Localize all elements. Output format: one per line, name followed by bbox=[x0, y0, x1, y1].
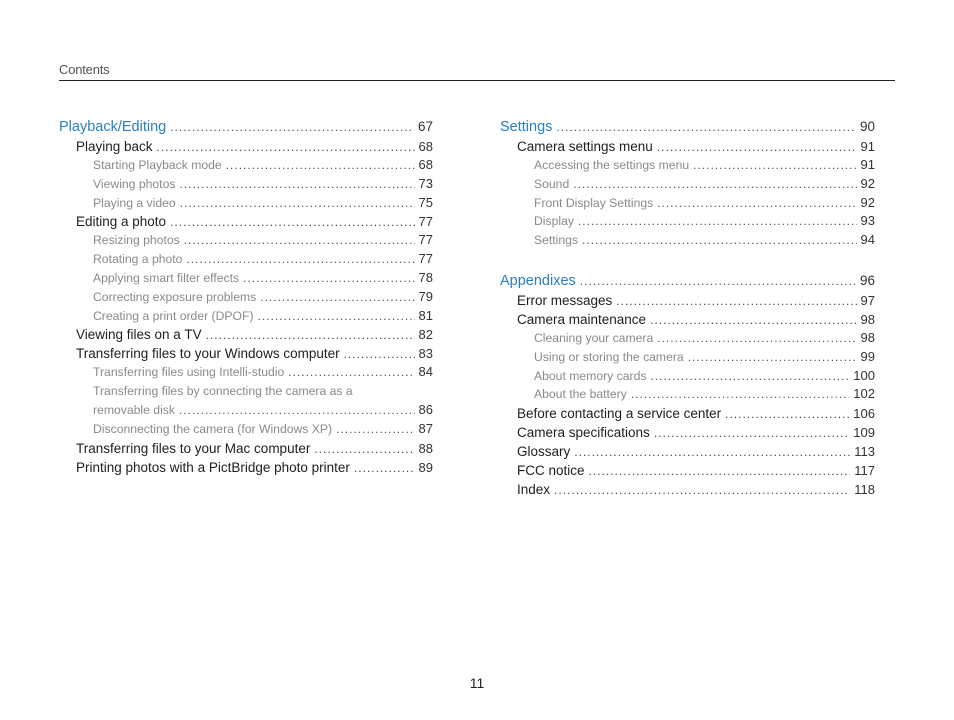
dot-leader bbox=[650, 367, 849, 386]
toc-entry-title: Glossary bbox=[517, 444, 571, 460]
dot-leader bbox=[180, 194, 415, 213]
dot-leader bbox=[226, 156, 415, 175]
toc-subentry-title: Front Display Settings bbox=[534, 195, 654, 210]
toc-page-number: 77 bbox=[418, 214, 433, 230]
dot-leader bbox=[354, 459, 415, 477]
toc-page-number: 75 bbox=[418, 194, 433, 210]
toc-subentry-title: Accessing the settings menu bbox=[534, 158, 690, 172]
dot-leader bbox=[616, 292, 856, 310]
toc-subentry-smart-filter-effects[interactable] bbox=[59, 269, 433, 288]
toc-section-appendixes[interactable] bbox=[500, 270, 875, 291]
toc-page-number: 87 bbox=[418, 420, 433, 436]
toc-subentry-title: Correcting exposure problems bbox=[93, 289, 257, 304]
toc-entry-error-messages[interactable] bbox=[500, 291, 875, 310]
dot-leader bbox=[654, 424, 849, 442]
toc-page-number: 118 bbox=[854, 482, 875, 498]
toc-entry-title: Editing a photo bbox=[76, 214, 167, 230]
dot-leader bbox=[657, 329, 856, 348]
toc-subentry-removable-disk-line1[interactable]: Transferring files by connecting the camera as a bbox=[93, 384, 353, 399]
toc-entry-glossary[interactable] bbox=[500, 442, 875, 461]
toc-page-number: 92 bbox=[860, 194, 875, 210]
dot-leader bbox=[179, 175, 414, 194]
dot-leader bbox=[574, 443, 850, 461]
dot-leader bbox=[344, 345, 415, 363]
toc-entry-camera-maintenance[interactable] bbox=[500, 310, 875, 329]
toc-entry-title: Before contacting a service center bbox=[517, 406, 722, 422]
toc-page-number: 102 bbox=[853, 386, 875, 402]
toc-page-number: 83 bbox=[418, 346, 433, 362]
toc-entry-title: Viewing files on a TV bbox=[76, 327, 202, 343]
toc-entry-title: Printing photos with a PictBridge photo printer bbox=[76, 459, 350, 475]
dot-leader bbox=[336, 420, 414, 439]
toc-subentry-rotating-a-photo[interactable] bbox=[59, 250, 433, 269]
toc-page-number: 88 bbox=[418, 440, 433, 456]
toc-subentry-title: Playing a video bbox=[93, 195, 176, 210]
toc-entry-title: Playing back bbox=[76, 139, 153, 154]
toc-page-number: 77 bbox=[418, 232, 433, 248]
toc-page-number: 86 bbox=[418, 401, 433, 417]
toc-section-title: Playback/Editing bbox=[59, 119, 167, 135]
dot-leader bbox=[157, 138, 415, 156]
dot-leader bbox=[688, 348, 857, 367]
toc-subentry-print-order-dpof[interactable] bbox=[59, 307, 433, 326]
toc-subentry-intelli-studio[interactable] bbox=[59, 363, 433, 382]
toc-page-number: 68 bbox=[418, 139, 433, 154]
toc-entry-camera-specifications[interactable] bbox=[500, 423, 875, 442]
toc-subentry-using-storing-camera[interactable] bbox=[500, 348, 875, 367]
toc-subentry-front-display[interactable] bbox=[500, 194, 875, 213]
dot-leader bbox=[631, 385, 849, 404]
section-spacer bbox=[500, 250, 875, 270]
toc-page-number: 81 bbox=[418, 307, 433, 323]
toc-subentry-cleaning-camera[interactable] bbox=[500, 329, 875, 348]
page-number: 11 bbox=[469, 675, 485, 691]
toc-subentry-removable-disk[interactable] bbox=[59, 401, 433, 420]
toc-subentry-title: Creating a print order (DPOF) bbox=[93, 308, 254, 323]
running-header: Contents bbox=[59, 62, 110, 77]
dot-leader bbox=[314, 440, 414, 458]
toc-page-number: 68 bbox=[418, 157, 433, 172]
toc-section-settings[interactable] bbox=[500, 116, 875, 137]
toc-right-column bbox=[500, 116, 875, 499]
toc-subentry-title: Rotating a photo bbox=[93, 252, 183, 267]
dot-leader bbox=[260, 288, 414, 307]
dot-leader bbox=[580, 271, 856, 291]
dot-leader bbox=[170, 213, 414, 231]
dot-leader bbox=[693, 156, 856, 175]
toc-page-number: 84 bbox=[418, 364, 433, 380]
toc-subentry-display[interactable] bbox=[500, 212, 875, 231]
toc-subentry-title: Using or storing the camera bbox=[534, 349, 684, 364]
toc-entry-service-center[interactable] bbox=[500, 404, 875, 423]
toc-page-number: 109 bbox=[853, 425, 875, 441]
toc-page-number: 98 bbox=[860, 311, 875, 327]
toc-subentry-title: Settings bbox=[534, 233, 579, 248]
toc-subentry-title: Sound bbox=[534, 176, 570, 191]
dot-leader bbox=[179, 401, 415, 420]
toc-subentry-title: Disconnecting the camera (for Windows XP) bbox=[93, 421, 333, 436]
toc-page-number: 94 bbox=[860, 232, 875, 248]
toc-subentry-battery[interactable] bbox=[500, 385, 875, 404]
toc-page-number: 99 bbox=[860, 348, 875, 364]
toc-page-number: 93 bbox=[860, 213, 875, 229]
toc-page-number: 96 bbox=[859, 272, 875, 288]
toc-entry-title: Camera maintenance bbox=[517, 311, 647, 327]
toc-subentry-correcting-exposure[interactable] bbox=[59, 288, 433, 307]
toc-entry-camera-settings-menu[interactable] bbox=[500, 137, 875, 156]
dot-leader bbox=[650, 311, 856, 329]
toc-page-number: 90 bbox=[859, 119, 875, 134]
toc-page-number: 100 bbox=[853, 367, 875, 383]
toc-entry-transfer-windows[interactable] bbox=[59, 344, 433, 363]
toc-entry-index[interactable] bbox=[500, 480, 875, 499]
toc-subentry-title: Resizing photos bbox=[93, 233, 180, 248]
toc-entry-title: Index bbox=[517, 482, 551, 498]
toc-page-number: 91 bbox=[860, 139, 875, 154]
toc-subentry-resizing-photos[interactable] bbox=[59, 231, 433, 250]
dot-leader bbox=[725, 405, 849, 423]
toc-section-title: Appendixes bbox=[500, 272, 576, 289]
dot-leader bbox=[206, 326, 415, 344]
toc-section-title: Settings bbox=[500, 119, 553, 135]
toc-subentry-starting-playback-mode[interactable] bbox=[59, 156, 433, 175]
dot-leader bbox=[243, 269, 414, 288]
dot-leader bbox=[186, 250, 414, 269]
dot-leader bbox=[589, 462, 851, 480]
toc-entry-title: FCC notice bbox=[517, 463, 585, 479]
toc-entry-title: Error messages bbox=[517, 292, 613, 308]
toc-page-number: 77 bbox=[418, 251, 433, 267]
toc-entry-transfer-mac[interactable] bbox=[59, 439, 433, 458]
toc-subentry-memory-cards[interactable] bbox=[500, 367, 875, 386]
dot-leader bbox=[578, 212, 857, 231]
toc-subentry-settings[interactable] bbox=[500, 231, 875, 250]
toc-entry-title: Transferring files to your Mac computer bbox=[76, 440, 311, 456]
toc-subentry-title: Display bbox=[534, 214, 574, 229]
toc-page-number: 91 bbox=[860, 157, 875, 172]
toc-page-number: 79 bbox=[418, 288, 433, 304]
toc-subentry-sound[interactable] bbox=[500, 175, 875, 194]
toc-page-number: 82 bbox=[418, 327, 433, 343]
dot-leader bbox=[288, 363, 414, 382]
dot-leader bbox=[170, 117, 414, 137]
toc-subentry-playing-a-video[interactable] bbox=[59, 194, 433, 213]
toc-entry-fcc-notice[interactable] bbox=[500, 461, 875, 480]
toc-entry-title: Camera specifications bbox=[517, 425, 650, 441]
toc-entry-editing-a-photo[interactable] bbox=[59, 212, 433, 231]
header-divider bbox=[59, 80, 895, 81]
toc-page-number: 89 bbox=[418, 459, 433, 475]
toc-subentry-title: About the battery bbox=[534, 387, 627, 402]
toc-page-number: 117 bbox=[854, 463, 875, 479]
toc-left-column bbox=[59, 116, 433, 477]
dot-leader bbox=[657, 138, 857, 156]
toc-page-number: 106 bbox=[853, 406, 875, 422]
toc-page-number: 73 bbox=[418, 175, 433, 191]
dot-leader bbox=[258, 307, 415, 326]
toc-section-playback-editing[interactable] bbox=[59, 116, 433, 137]
toc-subentry-title: About memory cards bbox=[534, 368, 647, 383]
dot-leader bbox=[554, 481, 850, 499]
dot-leader bbox=[657, 194, 856, 213]
toc-page-number: 97 bbox=[860, 292, 875, 308]
toc-subentry-title: Applying smart filter effects bbox=[93, 270, 240, 285]
toc-entry-title: Transferring files to your Windows computer bbox=[76, 346, 340, 362]
dot-leader bbox=[582, 231, 856, 250]
toc-entry-playing-back[interactable] bbox=[59, 137, 433, 156]
toc-subentry-title: Transferring files using Intelli-studio bbox=[93, 365, 285, 380]
toc-page-number: 67 bbox=[417, 119, 433, 134]
dot-leader bbox=[184, 231, 415, 250]
dot-leader bbox=[556, 117, 856, 137]
toc-subentry-title: Viewing photos bbox=[93, 176, 176, 191]
toc-entry-pictbridge[interactable] bbox=[59, 458, 433, 477]
toc-page-number: 78 bbox=[418, 269, 433, 285]
toc-subentry-title: removable disk bbox=[93, 402, 175, 417]
toc-subentry-viewing-photos[interactable] bbox=[59, 175, 433, 194]
toc-subentry-title: Cleaning your camera bbox=[534, 330, 654, 345]
toc-subentry-disconnecting-camera[interactable] bbox=[59, 420, 433, 439]
toc-page-number: 92 bbox=[860, 175, 875, 191]
toc-entry-viewing-files-on-tv[interactable] bbox=[59, 325, 433, 344]
toc-subentry-accessing-settings[interactable] bbox=[500, 156, 875, 175]
dot-leader bbox=[573, 175, 856, 194]
toc-entry-title: Camera settings menu bbox=[517, 139, 653, 154]
toc-page-number: 113 bbox=[854, 444, 875, 460]
toc-page-number: 98 bbox=[860, 329, 875, 345]
toc-subentry-title: Starting Playback mode bbox=[93, 158, 222, 172]
